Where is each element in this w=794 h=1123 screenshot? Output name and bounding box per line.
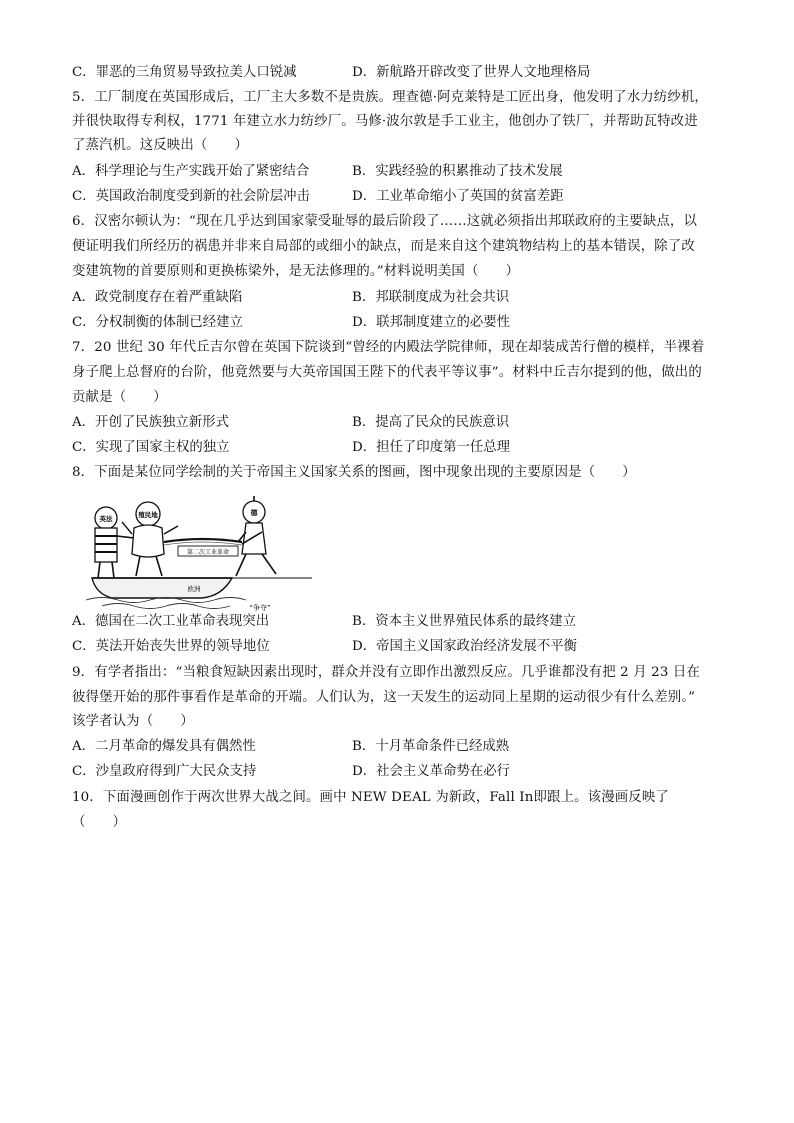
figure-right-leg bbox=[236, 554, 246, 576]
figure-left-arm bbox=[117, 536, 134, 538]
q6-option-d[interactable]: D．联邦制度建立的必要性 bbox=[352, 315, 511, 330]
q7-stem-line-3: 贡献是（ ） bbox=[72, 390, 167, 405]
figure-middle-body bbox=[132, 525, 164, 557]
q6-option-c[interactable]: C．分权制衡的体制已经建立 bbox=[72, 315, 243, 330]
label-colonies: 殖民地 bbox=[138, 511, 158, 519]
figure-left-leg bbox=[98, 562, 100, 578]
q7-stem-line-2: 身子爬上总督府的台阶，他竟然要与大英帝国国王陛下的代表平等议事”。材料中丘吉尔提到的他，做出的 bbox=[72, 365, 702, 380]
figure-middle-arm bbox=[122, 522, 132, 534]
q6-stem-line-1: 6．汉密尔顿认为：“现在几乎达到国家蒙受耻辱的最后阶段了……这就必须指出邦联政府的主要缺点，以 bbox=[72, 214, 697, 229]
cartoon-caption: “争夺” bbox=[249, 604, 271, 612]
q6-option-b[interactable]: B．邦联制度成为社会共识 bbox=[352, 290, 510, 305]
q4-option-d[interactable]: D．新航路开辟改变了世界人文地理格局 bbox=[352, 65, 591, 80]
figure-middle-arm bbox=[164, 526, 178, 534]
q5-options-row-2 bbox=[72, 188, 732, 206]
q8-cartoon-figure bbox=[82, 492, 322, 616]
q9-option-c[interactable]: C．沙皇政府得到广大民众支持 bbox=[72, 764, 257, 779]
q5-options-row-1 bbox=[72, 163, 732, 181]
figure-middle-leg bbox=[156, 556, 162, 576]
q6-stem-line-2: 便证明我们所经历的祸患并非来自局部的或细小的缺点，而是来自这个建筑物结构上的基本错误，除了改 bbox=[72, 239, 695, 254]
label-britain-france: 英法 bbox=[99, 515, 113, 523]
q10-stem-line-2: （ ） bbox=[72, 815, 127, 830]
q8-options-row-2 bbox=[72, 638, 732, 656]
q4-options-row-2 bbox=[72, 64, 732, 82]
label-europe: 欧洲 bbox=[187, 585, 201, 593]
boat-hull bbox=[92, 578, 232, 598]
q9-options-row-2 bbox=[72, 763, 732, 781]
q5-option-b[interactable]: B．实践经验的积累推动了技术发展 bbox=[352, 164, 563, 179]
q6-options-row-1 bbox=[72, 289, 732, 307]
label-second-industrial-revolution: 第二次工业革命 bbox=[186, 549, 230, 556]
q8-option-b[interactable]: B．资本主义世界殖民体系的最终建立 bbox=[352, 614, 577, 629]
rope-shadow bbox=[164, 542, 242, 545]
q6-option-a[interactable]: A．政党制度存在着严重缺陷 bbox=[72, 290, 243, 305]
q9-stem-line-3: 该学者认为（ ） bbox=[72, 714, 194, 729]
q7-options-row-1 bbox=[72, 414, 732, 432]
q7-option-c[interactable]: C．实现了国家主权的独立 bbox=[72, 440, 230, 455]
q9-option-d[interactable]: D．社会主义革命势在必行 bbox=[352, 764, 511, 779]
q7-option-b[interactable]: B．提高了民众的民族意识 bbox=[352, 415, 510, 430]
q9-option-b[interactable]: B．十月革命条件已经成熟 bbox=[352, 739, 510, 754]
q5-stem-line-3: 了蒸汽机。这反映出（ ） bbox=[72, 138, 249, 153]
q6-stem-line-3: 变建筑物的首要原则和更换栋梁外，是无法修理的。”材料说明美国（ ） bbox=[72, 264, 520, 279]
cartoon-drawing bbox=[82, 492, 322, 616]
q9-option-a[interactable]: A．二月革命的爆发具有偶然性 bbox=[72, 739, 256, 754]
q5-option-c[interactable]: C．英国政治制度受到新的社会阶层冲击 bbox=[72, 189, 310, 204]
q8-stem-line-1: 8．下面是某位同学绘制的关于帝国主义国家关系的图画，图中现象出现的主要原因是（ ） bbox=[72, 465, 636, 480]
q7-options-row-2 bbox=[72, 439, 732, 457]
q5-option-d[interactable]: D．工业革命缩小了英国的贫富差距 bbox=[352, 189, 564, 204]
q7-stem-line-1: 7．20 世纪 30 年代丘吉尔曾在英国下院谈到“曾经的内殿法学院律师，现在却装成苦行僧的模样，半裸着 bbox=[72, 340, 705, 355]
figure-middle-leg bbox=[136, 556, 140, 576]
figure-right-leg bbox=[262, 554, 276, 574]
rope bbox=[164, 539, 242, 542]
q7-option-d[interactable]: D．担任了印度第一任总理 bbox=[352, 440, 511, 455]
q8-option-d[interactable]: D．帝国主义国家政治经济发展不平衡 bbox=[352, 639, 577, 654]
q7-option-a[interactable]: A．开创了民族独立新形式 bbox=[72, 415, 229, 430]
q10-stem-line-1: 10．下面漫画创作于两次世界大战之间。画中 NEW DEAL 为新政，Fall In即跟上。该漫画反映了 bbox=[72, 790, 669, 805]
label-germany: 德 bbox=[250, 509, 258, 517]
q8-options-row-1 bbox=[72, 613, 732, 631]
q8-option-a[interactable]: A．德国在二次工业革命表现突出 bbox=[72, 614, 270, 629]
q9-stem-line-2: 彼得堡开始的那件事看作是革命的开端。人们认为，这一天发生的运动同上星期的运动很少有什么差别。” bbox=[72, 690, 696, 705]
q4-option-c[interactable]: C．罪恶的三角贸易导致拉美人口锐减 bbox=[72, 65, 297, 80]
q5-option-a[interactable]: A．科学理论与生产实践开始了紧密结合 bbox=[72, 164, 310, 179]
figure-left-leg bbox=[112, 562, 114, 578]
figure-right-body bbox=[242, 523, 266, 554]
q5-stem-line-2: 并很快取得专利权，1771 年建立水力纺纱厂。马修·波尔敦是手工业主，他创办了铁厂，并帮助瓦特改进 bbox=[72, 114, 698, 129]
q8-option-c[interactable]: C．英法开始丧失世界的领导地位 bbox=[72, 639, 270, 654]
q5-stem-line-1: 5．工厂制度在英国形成后，工厂主大多数不是贵族。理查德·阿克莱特是工匠出身，他发明了水力纺纱机， bbox=[72, 90, 708, 105]
q9-options-row-1 bbox=[72, 738, 732, 756]
q6-options-row-2 bbox=[72, 314, 732, 332]
q9-stem-line-1: 9．有学者指出：“当粮食短缺因素出现时，群众并没有立即作出激烈反应。几乎谁都没有把 2 月 23 日在 bbox=[72, 665, 701, 680]
water-ripples-2 bbox=[102, 604, 230, 609]
